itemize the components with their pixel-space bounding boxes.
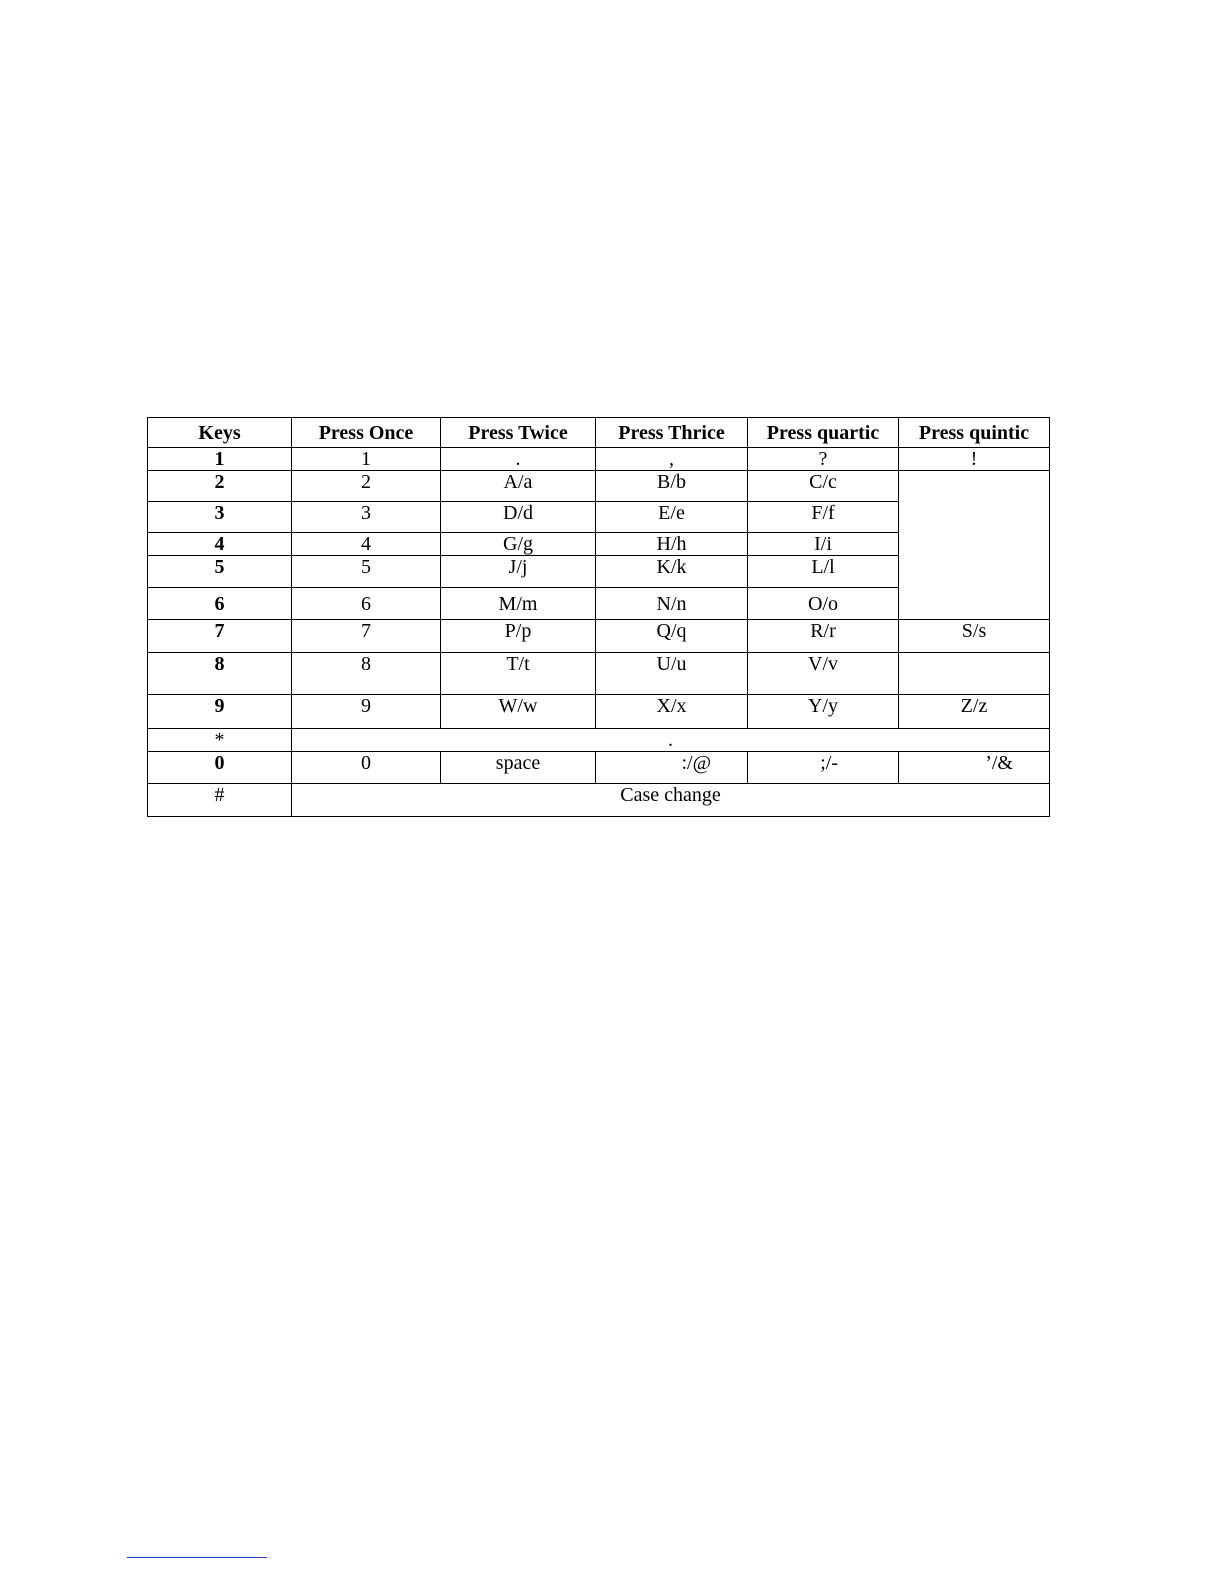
table-cell: 5 — [292, 556, 441, 588]
table-cell: Z/z — [899, 695, 1050, 729]
key-cell: 1 — [148, 448, 292, 471]
key-cell: # — [148, 784, 292, 817]
table-cell: ’/& — [899, 752, 1050, 784]
table-cell: O/o — [748, 588, 899, 620]
key-cell: 8 — [148, 653, 292, 695]
key-cell: * — [148, 729, 292, 752]
table-cell: G/g — [441, 533, 596, 556]
header-press-thrice: Press Thrice — [596, 418, 748, 448]
table-row — [148, 752, 1050, 784]
table-row — [148, 729, 1050, 752]
table-row — [148, 620, 1050, 653]
table-cell: 3 — [292, 502, 441, 533]
key-cell: 6 — [148, 588, 292, 620]
table-cell: S/s — [899, 620, 1050, 653]
key-cell: 2 — [148, 471, 292, 502]
table-cell: A/a — [441, 471, 596, 502]
table-cell: 8 — [292, 653, 441, 695]
key-cell: 4 — [148, 533, 292, 556]
table-cell: N/n — [596, 588, 748, 620]
table-cell: 6 — [292, 588, 441, 620]
table-cell: X/x — [596, 695, 748, 729]
table-cell: ? — [748, 448, 899, 471]
table-cell: Q/q — [596, 620, 748, 653]
table-cell: Y/y — [748, 695, 899, 729]
table-cell: C/c — [748, 471, 899, 502]
table-cell: W/w — [441, 695, 596, 729]
table-cell: ! — [899, 448, 1050, 471]
table-cell: U/u — [596, 653, 748, 695]
key-cell: 0 — [148, 752, 292, 784]
table-cell: E/e — [596, 502, 748, 533]
table-cell: R/r — [748, 620, 899, 653]
header-press-quartic: Press quartic — [748, 418, 899, 448]
table-cell: J/j — [441, 556, 596, 588]
table-cell: 7 — [292, 620, 441, 653]
empty-merged-cell — [899, 471, 1050, 620]
table-cell: 4 — [292, 533, 441, 556]
key-cell: 3 — [148, 502, 292, 533]
key-cell: 7 — [148, 620, 292, 653]
footnote-rule — [127, 1557, 267, 1558]
table-row — [148, 784, 1050, 817]
table-row — [148, 695, 1050, 729]
table-cell: K/k — [596, 556, 748, 588]
table-cell: I/i — [748, 533, 899, 556]
table-cell: . — [441, 448, 596, 471]
key-cell: 9 — [148, 695, 292, 729]
table-cell: :/@ — [596, 752, 748, 784]
table-cell: T/t — [441, 653, 596, 695]
table-cell: V/v — [748, 653, 899, 695]
header-keys: Keys — [148, 418, 292, 448]
key-cell: 5 — [148, 556, 292, 588]
table-row — [148, 448, 1050, 471]
table-cell: M/m — [441, 588, 596, 620]
header-press-once: Press Once — [292, 418, 441, 448]
table-cell: P/p — [441, 620, 596, 653]
table-cell: L/l — [748, 556, 899, 588]
table-cell: ;/- — [748, 752, 899, 784]
table-cell: B/b — [596, 471, 748, 502]
header-press-quintic: Press quintic — [899, 418, 1050, 448]
header-press-twice: Press Twice — [441, 418, 596, 448]
table-row — [148, 653, 1050, 695]
table-cell: F/f — [748, 502, 899, 533]
table-header-row — [148, 418, 1050, 448]
table-cell: D/d — [441, 502, 596, 533]
table-cell: H/h — [596, 533, 748, 556]
merged-cell: Case change — [292, 784, 1050, 817]
table-cell: 0 — [292, 752, 441, 784]
keypad-mapping-table — [147, 417, 1050, 817]
table-cell: 2 — [292, 471, 441, 502]
table-row — [148, 471, 1050, 502]
table-cell: 9 — [292, 695, 441, 729]
table-cell: space — [441, 752, 596, 784]
table-cell: , — [596, 448, 748, 471]
table-cell — [899, 653, 1050, 695]
table-cell: 1 — [292, 448, 441, 471]
merged-cell: . — [292, 729, 1050, 752]
